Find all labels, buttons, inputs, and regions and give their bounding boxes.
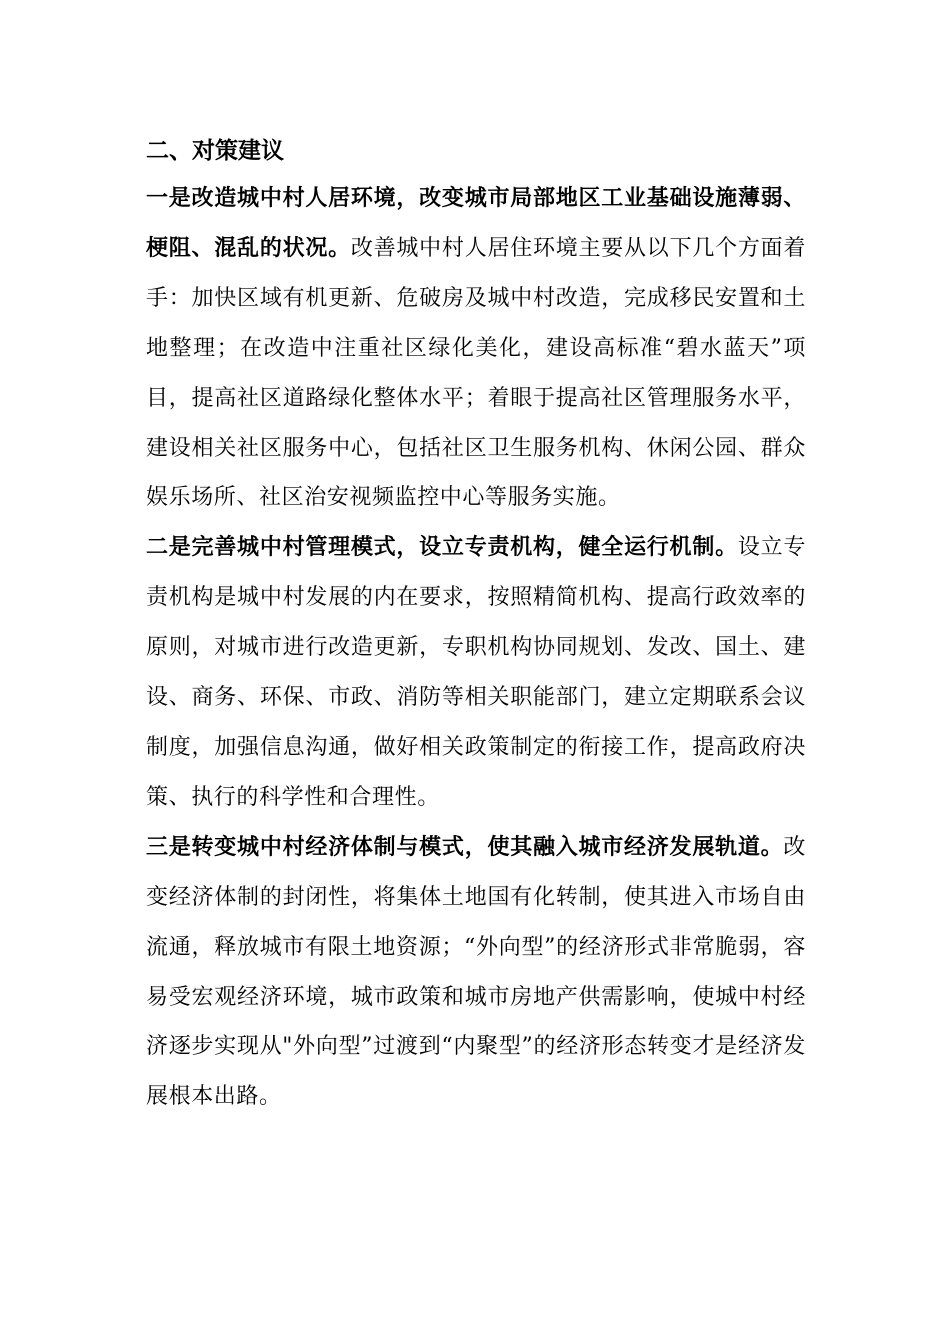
- paragraph-3: [146, 823, 806, 1122]
- document-body: [146, 128, 806, 1122]
- paragraph-1-lead: 一是改造城中村人居环境，改变城市局部地区工业基础设施薄弱、梗阻、混乱的状况。: [146, 186, 806, 261]
- paragraph-1-body: 改善城中村人居住环境主要从以下几个方面着手：加快区域有机更新、危破房及城中村改造，完成移民安置和土地整理；在改造中注重社区绿化美化，建设高标准“碧水蓝天”项目，提高社区道路绿化整体水平；着眼于提高社区管理服务水平，建设相关社区服务中心，包括社区卫生服务机构、休闲公园、群众娱乐场所、社区治安视频监控中心等服务实施。: [146, 235, 806, 511]
- section-heading: 二、对策建议: [146, 138, 284, 164]
- paragraph-2: [146, 523, 806, 822]
- paragraph-3-body: 改变经济体制的封闭性，将集体土地国有化转制，使其进入市场自由流通，释放城市有限土地资源；“外向型”的经济形式非常脆弱，容易受宏观经济环境，城市政策和城市房地产供需影响，使城中村经济逐步实现从"外向型”过渡到“内聚型”的经济形态转变才是经济发展根本出路。: [146, 834, 806, 1110]
- paragraph-1: [146, 174, 806, 523]
- paragraph-2-lead: 二是完善城中村管理模式，设立专责机构，健全运行机制。: [146, 535, 738, 561]
- paragraph-2-body: 设立专责机构是城中村发展的内在要求，按照精简机构、提高行政效率的原则，对城市进行改造更新，专职机构协同规划、发改、国土、建设、商务、环保、市政、消防等相关职能部门，建立定期联系会议制度，加强信息沟通，做好相关政策制定的衔接工作，提高政府决策、执行的科学性和合理性。: [146, 535, 806, 810]
- paragraph-3-lead: 三是转变城中村经济体制与模式，使其融入城市经济发展轨道。: [146, 834, 784, 860]
